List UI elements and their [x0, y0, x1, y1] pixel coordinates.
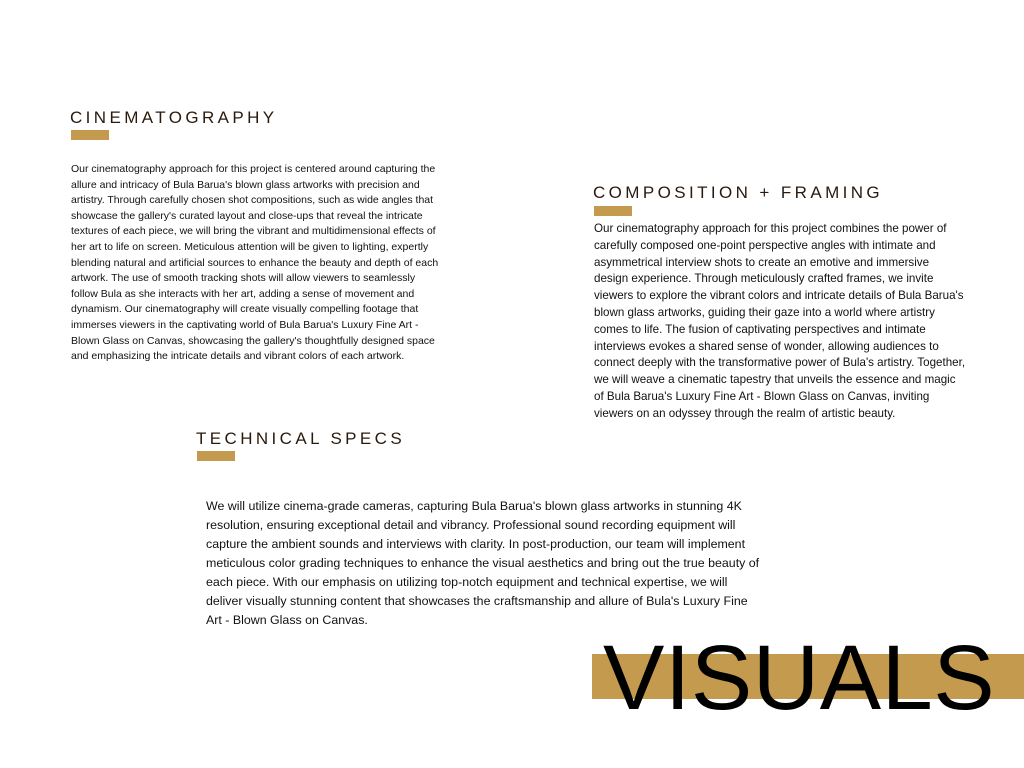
- composition-framing-paragraph: Our cinematography approach for this project combines the power of carefully composed one-point perspective angles with intimate and asymmetrical interview shots to create an emotive and immersive design experience. Through meticulously crafted frames, we invite viewers to explore the vibrant colors and intricate details of Bula Barua's blown glass artworks, guiding their gaze into a world where artistry comes to life. The fusion of captivating perspectives and intimate interviews evokes a shared sense of wonder, allowing audiences to connect deeply with the transformative power of Bula's artistry. Together, we will weave a cinematic tapestry that unveils the essence and magic of Bula Barua's Luxury Fine Art - Blown Glass on Canvas, inviting viewers on an odyssey through the realm of artistic beauty.: [594, 222, 966, 420]
- cinematography-paragraph: Our cinematography approach for this project is centered around capturing the allure and intricacy of Bula Barua's blown glass artworks with precision and artistry. Through carefully chosen shot compositions, such as wide angles that showcase the gallery's curated layout and close-ups that reveal the intricate textures of each piece, we will bring the vibrant and multidimensional effects of her art to life on screen. Meticulous attention will be given to lighting, expertly blending natural and artificial sources to enhance the beauty and depth of each artwork. The use of smooth tracking shots will allow viewers to seamlessly follow Bula as she interacts with her art, adding a sense of movement and dynamism. Our cinematography will create visually compelling footage that immerses viewers in the captivating world of Bula Barua's Luxury Fine Art - Blown Glass on Canvas, showcasing the gallery's thoughtfully designed space and emphasizing the intricate details and vibrant colors of each artwork.: [71, 163, 439, 363]
- technical-specs-heading: TECHNICAL SPECS: [196, 429, 406, 448]
- composition-framing-heading: COMPOSITION + FRAMING: [593, 183, 884, 202]
- technical-specs-accent-bar: [197, 451, 235, 461]
- cinematography-heading: CINEMATOGRAPHY: [70, 108, 278, 127]
- composition-framing-accent-bar: [594, 206, 632, 216]
- page-title: VISUALS: [603, 627, 996, 729]
- technical-specs-paragraph: We will utilize cinema-grade cameras, capturing Bula Barua's blown glass artworks in stunning 4K resolution, ensuring exceptional detail and vibrancy. Professional sound recording equipment will capture the ambient sounds and interviews with clarity. In post-production, our team will implement meticulous color grading techniques to enhance the visual aesthetics and bring out the true beauty of each piece. With our emphasis on utilizing top-notch equipment and technical expertise, we will deliver visually stunning content that showcases the craftsmanship and allure of Bula's Luxury Fine Art - Blown Glass on Canvas.: [206, 499, 760, 627]
- cinematography-accent-bar: [71, 130, 109, 140]
